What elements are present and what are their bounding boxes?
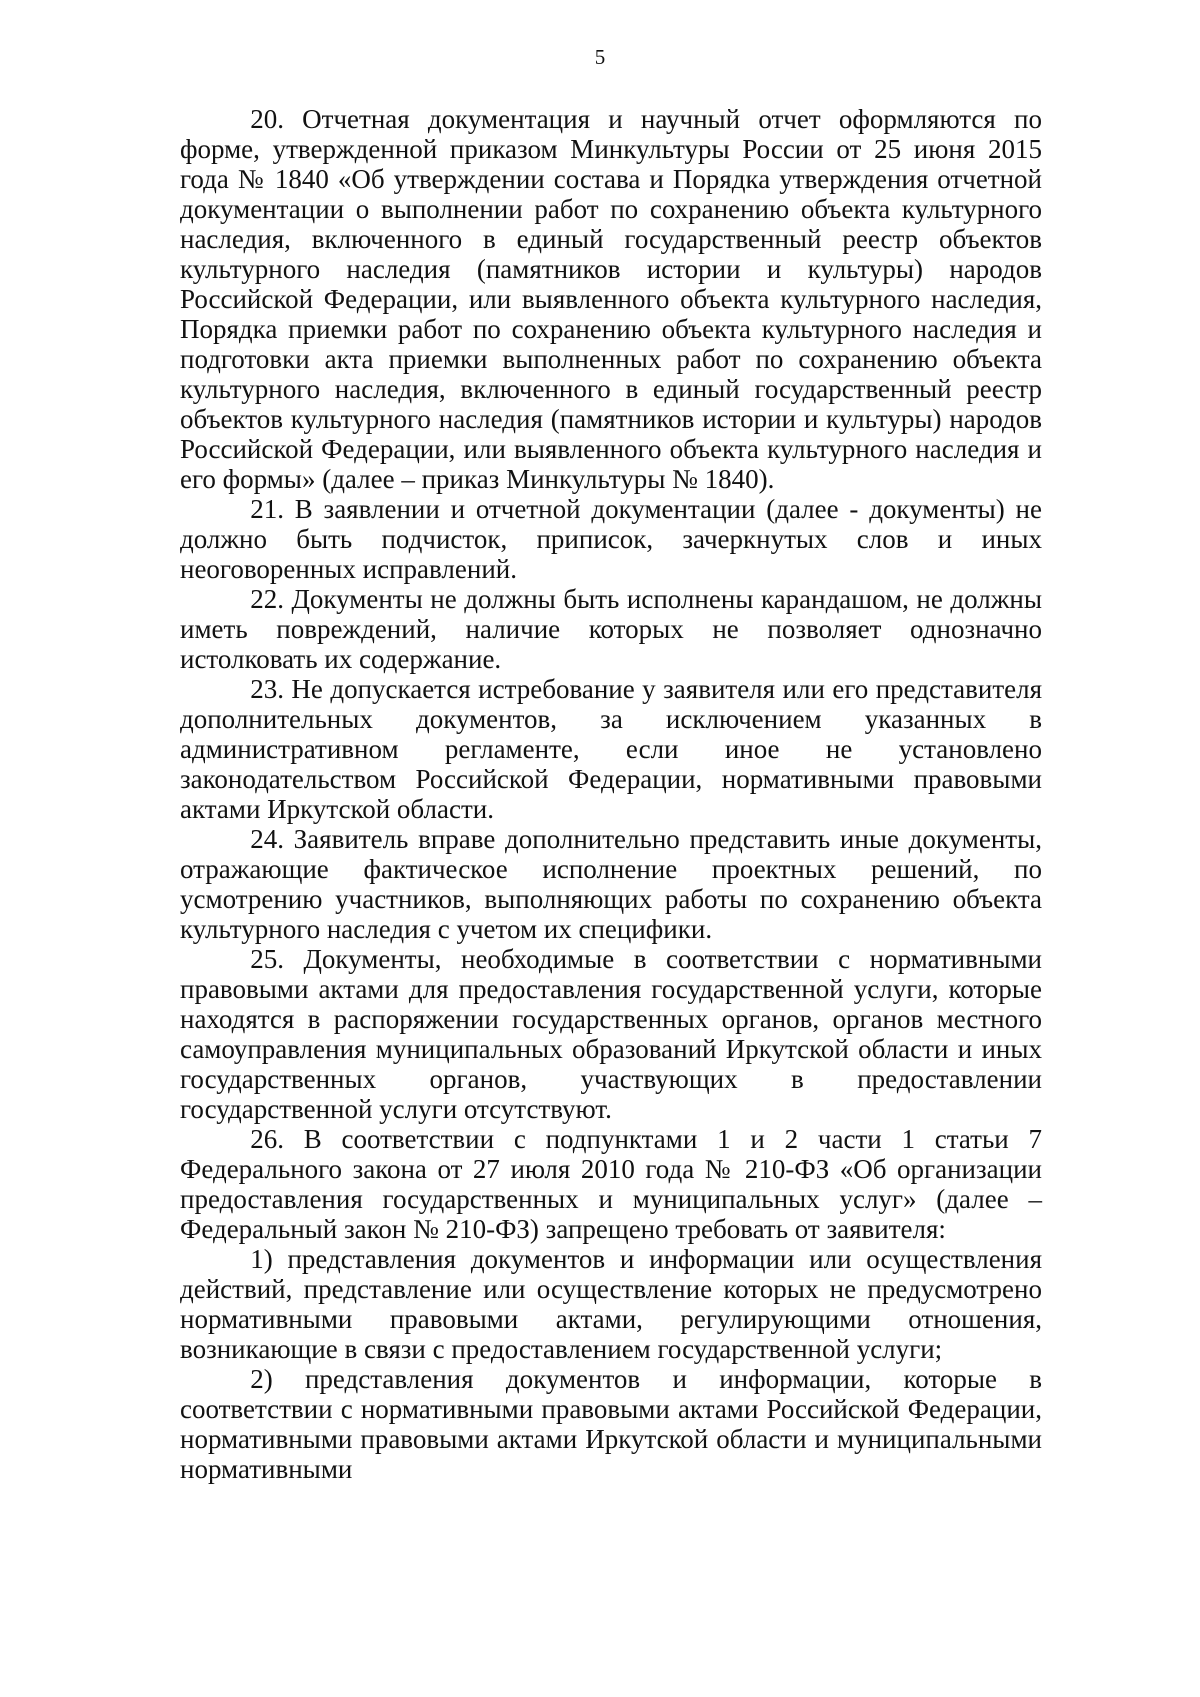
paragraph-22: 22. Документы не должны быть исполнены карандашом, не должны иметь повреждений, наличие которых не позволяет однозначно истолковать их содержание.: [180, 584, 1042, 674]
paragraph-23: 23. Не допускается истребование у заявителя или его представителя дополнительных документов, за исключением указанных в административном регламенте, если иное не установлено законодательством Российской Федерации, нормативными правовыми актами Иркутской области.: [180, 674, 1042, 824]
paragraph-21: 21. В заявлении и отчетной документации (далее - документы) не должно быть подчисток, приписок, зачеркнутых слов и иных неоговоренных исправлений.: [180, 494, 1042, 584]
paragraph-26: 26. В соответствии с подпунктами 1 и 2 части 1 статьи 7 Федерального закона от 27 июля 2010 года № 210-ФЗ «Об организации предоставления государственных и муниципальных услуг» (далее – Федеральный закон № 210-ФЗ) запрещено требовать от заявителя:: [180, 1124, 1042, 1244]
paragraph-25: 25. Документы, необходимые в соответствии с нормативными правовыми актами для предоставления государственной услуги, которые находятся в распоряжении государственных органов, органов местного самоуправления муниципальных образований Иркутской области и иных государственных органов, участвующих в предоставлении государственной услуги отсутствуют.: [180, 944, 1042, 1124]
page-number: 5: [594, 45, 606, 69]
paragraph-20: 20. Отчетная документация и научный отчет оформляются по форме, утвержденной приказом Минкультуры России от 25 июня 2015 года № 1840 «Об утверждении состава и Порядка утверждения отчетной документации о выполнении работ по сохранению объекта культурного наследия, включенного в единый государственный реестр объектов культурного наследия (памятников истории и культуры) народов Российской Федерации, или выявленного объекта культурного наследия, Порядка приемки работ по сохранению объекта культурного наследия и подготовки акта приемки выполненных работ по сохранению объекта культурного наследия, включенного в единый государственный реестр объектов культурного наследия (памятников истории и культуры) народов Российской Федерации, или выявленного объекта культурного наследия и его формы» (далее – приказ Минкультуры № 1840).: [180, 104, 1042, 494]
paragraph-26-item-1: 1) представления документов и информации или осуществления действий, представление или осуществление которых не предусмотрено нормативными правовыми актами, регулирующими отношения, возникающие в связи с предоставлением государственной услуги;: [180, 1244, 1042, 1364]
document-body: [180, 104, 1042, 1484]
paragraph-26-item-2: 2) представления документов и информации, которые в соответствии с нормативными правовыми актами Российской Федерации, нормативными правовыми актами Иркутской области и муниципальными нормативными: [180, 1364, 1042, 1484]
paragraph-24: 24. Заявитель вправе дополнительно представить иные документы, отражающие фактическое исполнение проектных решений, по усмотрению участников, выполняющих работы по сохранению объекта культурного наследия с учетом их специфики.: [180, 824, 1042, 944]
